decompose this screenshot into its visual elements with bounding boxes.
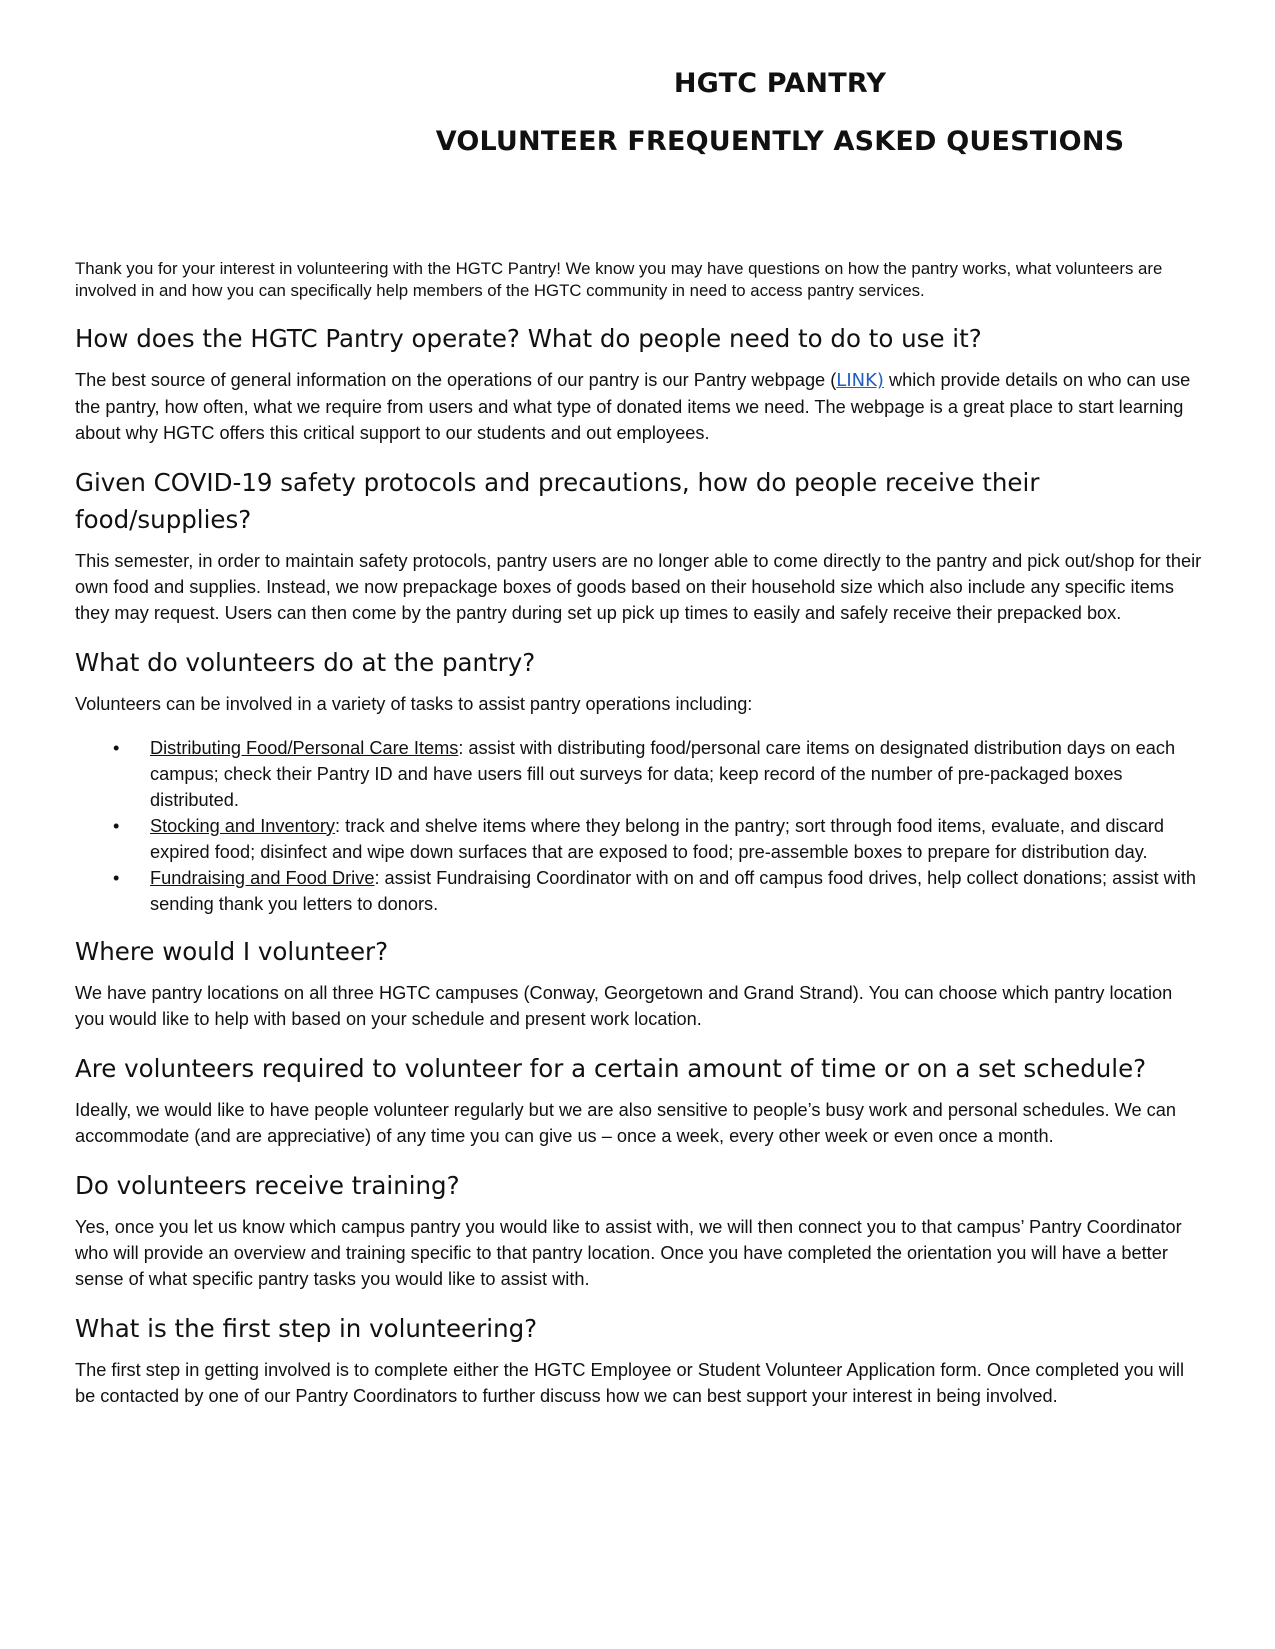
task-term: Fundraising and Food Drive <box>150 868 375 888</box>
bullet-icon: • <box>113 816 120 836</box>
list-item <box>113 865 1205 917</box>
task-description: : assist Fundraising Coordinator with on and off campus food drives, help collect donations; assist with sending thank you letters to donors. <box>150 868 1197 914</box>
faq-heading-first-step: What is the first step in volunteering? <box>75 1314 538 1343</box>
faq-answer-location: We have pantry locations on all three HGTC campuses (Conway, Georgetown and Grand Strand). You can choose which pantry location you would like to help with based on your schedule and present work location. <box>75 983 1173 1029</box>
task-term: Distributing Food/Personal Care Items <box>150 738 459 758</box>
pantry-webpage-link[interactable]: LINK) <box>836 370 884 391</box>
bullet-icon: • <box>113 868 120 888</box>
task-list <box>75 735 1205 917</box>
faq-heading-schedule: Are volunteers required to volunteer for a certain amount of time or on a set schedule? <box>75 1054 1147 1083</box>
task-description: : track and shelve items where they belong in the pantry; sort through food items, evaluate, and discard expired food; disinfect and wipe down surfaces that are exposed to food; pre-assemble boxes to prepare for distribution day. <box>150 816 1165 862</box>
answer-text: which provide details on who can use the pantry, how often, what we require from users and what type of donated items we need. The webpage is a great place to start learning about why HGTC offers this critical support to our students and out employees. <box>75 370 1191 443</box>
faq-heading-operation: How does the HGTC Pantry operate? What do people need to do to use it? <box>75 324 982 353</box>
bullet-icon: • <box>113 738 120 758</box>
faq-answer-schedule: Ideally, we would like to have people volunteer regularly but we are also sensitive to people’s busy work and personal schedules. We can accommodate (and are appreciative) of any time you can give us – once a week, every other week or even once a month. <box>75 1100 1176 1146</box>
faq-answer-training: Yes, once you let us know which campus pantry you would like to assist with, we will then connect you to that campus’ Pantry Coordinator who will provide an overview and training specific to that pantry location. Once you have completed the orientation you will have a better sense of what specific pantry tasks you would like to assist with. <box>75 1217 1182 1289</box>
faq-heading-training: Do volunteers receive training? <box>75 1171 460 1200</box>
list-item <box>113 813 1205 865</box>
task-description: : assist with distributing food/personal care items on designated distribution days on each campus; check their Pantry ID and have users fill out surveys for data; keep record of the number of pre-packaged boxes distributed. <box>150 738 1176 810</box>
answer-text: The best source of general information on the operations of our pantry is our Pantry webpage ( <box>75 370 837 390</box>
document-body <box>75 258 1205 1427</box>
task-term: Stocking and Inventory <box>150 816 336 836</box>
faq-answer-covid: This semester, in order to maintain safety protocols, pantry users are no longer able to come directly to the pantry and pick out/shop for their own food and supplies. Instead, we now prepackage boxes of goods based on their household size which also include any specific items they may request. Users can then come by the pantry during set up pick up times to easily and safely receive their prepacked box. <box>75 551 1202 623</box>
document-title: HGTC PANTRY <box>673 68 887 99</box>
faq-heading-covid: Given COVID-19 safety protocols and precautions, how do people receive their food/supplies? <box>75 468 1040 534</box>
intro-paragraph: Thank you for your interest in volunteering with the HGTC Pantry! We know you may have questions on how the pantry works, what volunteers are involved in and how you can specifically help members of the HGTC community in need to access pantry services. <box>75 259 1163 300</box>
faq-answer-first-step: The first step in getting involved is to complete either the HGTC Employee or Student Volunteer Application form. Once completed you will be contacted by one of our Pantry Coordinators to further discuss how we can best support your interest in being involved. <box>75 1360 1184 1406</box>
faq-heading-volunteer-tasks: What do volunteers do at the pantry? <box>75 648 536 677</box>
faq-heading-location: Where would I volunteer? <box>75 937 389 966</box>
list-item <box>113 735 1205 813</box>
faq-answer-operation <box>75 367 1205 446</box>
faq-answer-volunteer-tasks: Volunteers can be involved in a variety of tasks to assist pantry operations including: <box>75 694 753 714</box>
document-subtitle: VOLUNTEER FREQUENTLY ASKED QUESTIONS <box>435 126 1125 157</box>
